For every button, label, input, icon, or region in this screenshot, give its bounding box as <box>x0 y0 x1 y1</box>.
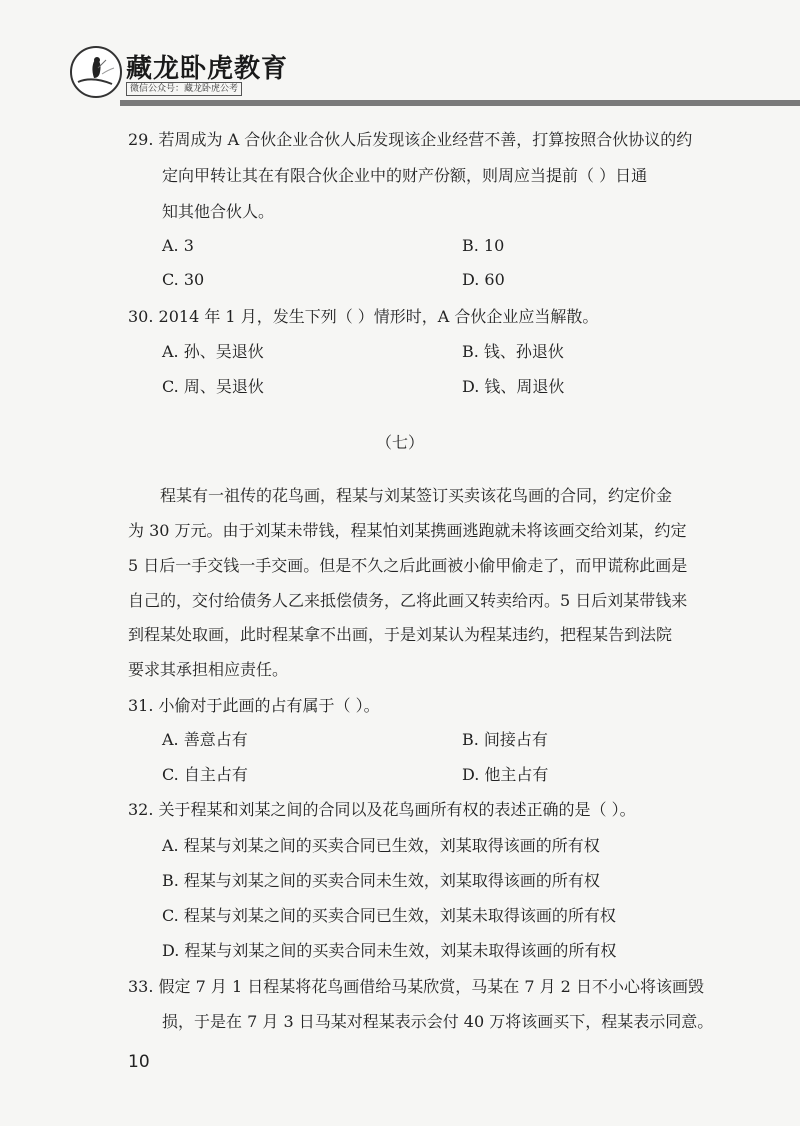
q30-option-d: D. 钱、周退伙 <box>462 377 565 396</box>
bird-on-branch-logo-icon <box>70 46 122 98</box>
q32-stem: 32. 关于程某和刘某之间的合同以及花鸟画所有权的表述正确的是（ ）。 <box>128 800 636 819</box>
header-divider <box>120 100 800 106</box>
q29-option-a: A. 3 <box>162 236 194 255</box>
q31-option-b: B. 间接占有 <box>462 730 548 749</box>
q31-option-d: D. 他主占有 <box>462 765 549 784</box>
q30-stem: 30. 2014 年 1 月，发生下列（ ）情形时，A 合伙企业应当解散。 <box>128 307 599 326</box>
q32-option-b: B. 程某与刘某之间的买卖合同未生效，刘某取得该画的所有权 <box>162 871 600 890</box>
case-line-3: 5 日后一手交钱一手交画。但是不久之后此画被小偷甲偷走了，而甲谎称此画是 <box>128 556 688 575</box>
q31-option-a: A. 善意占有 <box>162 730 248 749</box>
q33-stem-line-2: 损，于是在 7 月 3 日马某对程某表示会付 40 万将该画买下，程某表示同意。 <box>162 1012 714 1031</box>
q30-option-a: A. 孙、吴退伙 <box>162 342 264 361</box>
q31-option-c: C. 自主占有 <box>162 765 248 784</box>
case-line-5: 到程某处取画，此时程某拿不出画，于是刘某认为程某违约，把程某告到法院 <box>128 625 673 644</box>
q30-option-c: C. 周、吴退伙 <box>162 377 264 396</box>
q29-stem-line-2: 定向甲转让其在有限合伙企业中的财产份额，则周应当提前（ ）日通 <box>162 166 648 185</box>
brand-subtitle: 微信公众号：藏龙卧虎公考 <box>126 82 242 96</box>
page-number: 10 <box>128 1052 150 1072</box>
case-line-2: 为 30 万元。由于刘某未带钱，程某怕刘某携画逃跑就未将该画交给刘某，约定 <box>128 521 687 540</box>
page-header <box>0 0 800 102</box>
q33-stem-line-1: 33. 假定 7 月 1 日程某将花鸟画借给马某欣赏，马某在 7 月 2 日不小心将该画毁 <box>128 977 704 996</box>
q29-option-b: B. 10 <box>462 236 505 255</box>
q32-option-d: D. 程某与刘某之间的买卖合同未生效，刘某未取得该画的所有权 <box>162 941 617 960</box>
q29-option-c: C. 30 <box>162 270 205 289</box>
q29-option-d: D. 60 <box>462 270 505 289</box>
q30-option-b: B. 钱、孙退伙 <box>462 342 564 361</box>
q29-stem-line-1: 29. 若周成为 A 合伙企业合伙人后发现该企业经营不善，打算按照合伙协议的约 <box>128 130 693 149</box>
section-heading: （七） <box>375 433 424 452</box>
q31-stem: 31. 小偷对于此画的占有属于（ ）。 <box>128 696 380 715</box>
q29-stem-line-3: 知其他合伙人。 <box>162 202 275 221</box>
brand-name: 藏龙卧虎教育 <box>126 54 289 84</box>
case-line-4: 自己的，交付给债务人乙来抵偿债务，乙将此画又转卖给丙。5 日后刘某带钱来 <box>128 591 688 610</box>
q32-option-c: C. 程某与刘某之间的买卖合同已生效，刘某未取得该画的所有权 <box>162 906 616 925</box>
q32-option-a: A. 程某与刘某之间的买卖合同已生效，刘某取得该画的所有权 <box>162 836 600 855</box>
case-line-6: 要求其承担相应责任。 <box>128 660 289 679</box>
case-line-1: 程某有一祖传的花鸟画，程某与刘某签订买卖该花鸟画的合同，约定价金 <box>160 486 673 505</box>
